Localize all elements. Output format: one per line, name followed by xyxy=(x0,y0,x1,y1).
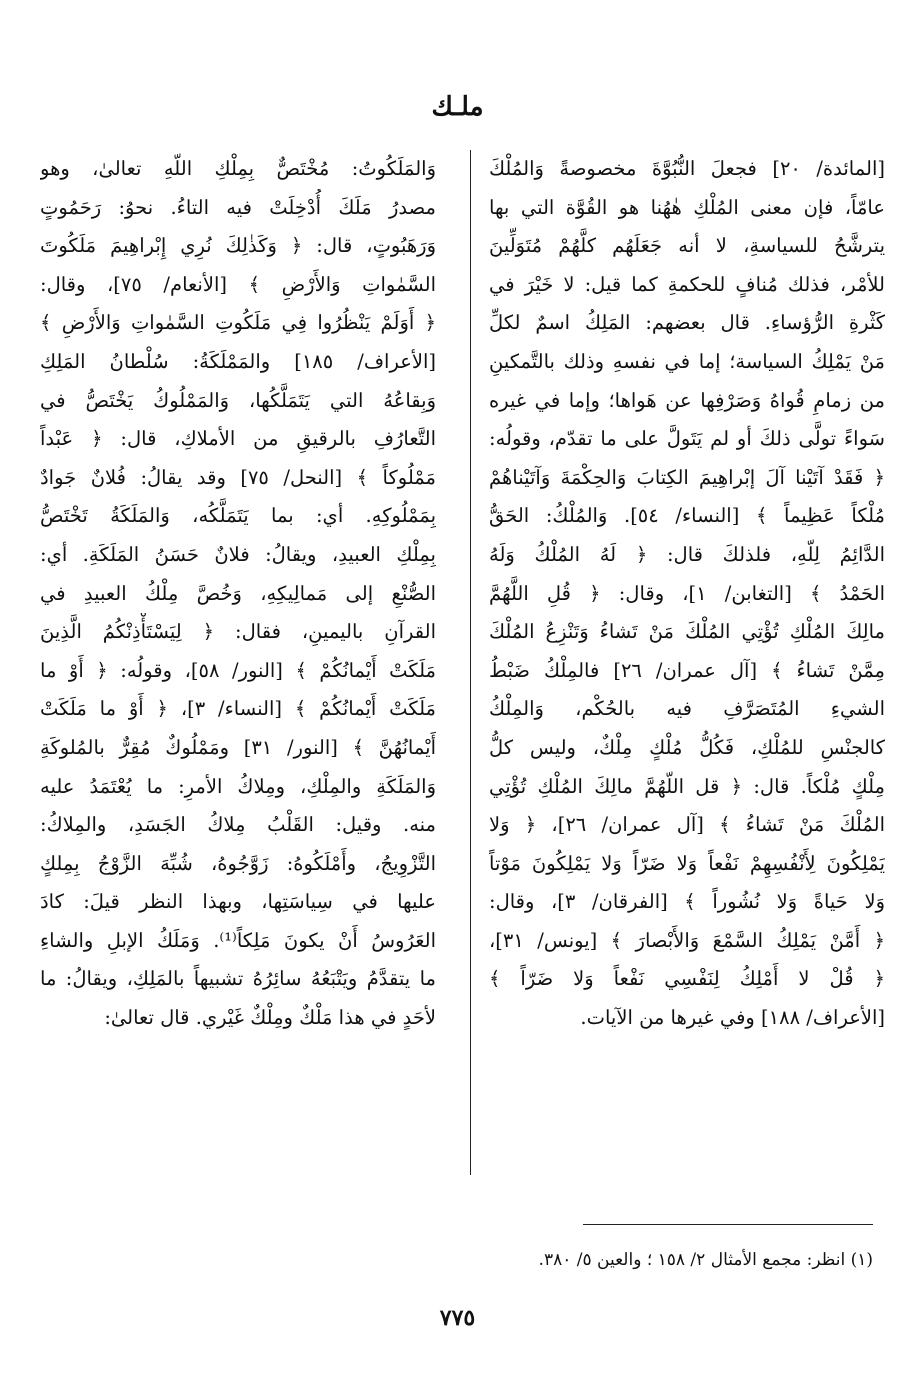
right-column-line: مالِكَ المُلْكِ تُؤْتِي المُلْكَ مَنْ تَشاءُ وَتَنْزِعُ المُلْكَ xyxy=(489,620,885,644)
left-column-line: مَلَكَتْ أَيْمانُكُمْ ﴾ [النور/ ٥٨]، وقولُه: ﴿ أَوْ ما xyxy=(40,658,436,682)
left-column-line: العَرُوسُ أَنْ يكونَ مَلِكاً⁽¹⁾. وَمَلَكُ الإبلِ والشاءِ xyxy=(40,928,436,952)
right-column-line: مُلْكاً عَظِيماً ﴾ [النساء/ ٥٤]. وَالمُلْكُ: الحَقُّ xyxy=(489,504,885,528)
right-column-line: الحَمْدُ ﴾ [التغابن/ ١]، وقال: ﴿ قُلِ اللَّهُمَّ xyxy=(489,581,885,605)
left-column-line: ﴿ أَوَلَمْ يَنْظُرُوا فِي مَلَكُوتِ السَّمٰواتِ وَالأَرْضِ ﴾ xyxy=(40,311,436,335)
right-column-line: عامّاً، فإن معنى المُلْكِ هٰهُنا هو القُوَّة التي بها xyxy=(489,195,885,219)
right-column-line: كَثْرةِ الرُّؤساءِ. قال بعضهم: المَلِكُ اسمٌ لكلِّ xyxy=(489,311,885,335)
right-column xyxy=(489,150,885,1038)
left-column-line: التَّعارُفِ بالرقيقِ من الأملاكِ، قال: ﴿ عَبْداً xyxy=(40,427,436,451)
right-column-line: سَواءً تولَّى ذلكَ أو لم يَتَولَّ على ما تقدّم، وقولُه: xyxy=(489,427,885,451)
left-column-line: وَالمَلَكَةِ والمِلْكِ، ومِلاكُ الأمرِ: ما يُعْتَمَدُ عليه xyxy=(40,774,436,798)
left-column-line: [الأعراف/ ١٨٥] والمَمْلَكَةُ: سُلْطانُ المَلِكِ xyxy=(40,349,436,373)
left-column-line: بِمِلْكِ العبيدِ، ويقالُ: فلانٌ حَسَنُ المَلَكَةِ. أي: xyxy=(40,542,436,566)
right-column-line: ﴿ أَمَّنْ يَمْلِكُ السَّمْعَ وَالأَبْصارَ ﴾ [يونس/ ٣١]، xyxy=(489,928,885,952)
right-column-line: كالجنْسِ للمُلْكِ، فَكُلُّ مُلْكٍ مِلْكٌ، وليس كلُّ xyxy=(489,735,885,759)
right-column-line: من زمامِ قُواهُ وَصَرْفِها عن هَواها؛ وإما في غيره xyxy=(489,388,885,412)
left-column-line: منه. وقيل: القَلْبُ مِلاكُ الجَسَدِ، والمِلاكُ: xyxy=(40,813,436,837)
right-column-line: وَلا حَياةً وَلا نُشُوراً ﴾ [الفرقان/ ٣]، وقال: xyxy=(489,890,885,914)
left-column-line: القرآنِ باليمينِ، فقال: ﴿ لِيَسْتَأْذِنْكُمُ الَّذِينَ xyxy=(40,620,436,644)
right-column-line: الدَّائِمُ لِلّهِ، فلذلكَ قال: ﴿ لَهُ المُلْكُ وَلَهُ xyxy=(489,542,885,566)
left-column-line: مصدرُ مَلَكَ أُدْخِلَتْ فيه التاءُ. نحوُ: رَحَمُوتٍ xyxy=(40,195,436,219)
footnote-rule xyxy=(583,1224,873,1225)
right-column-line: [الأعراف/ ١٨٨] وفي غيرها من الآيات. xyxy=(580,1006,885,1030)
left-column-line: أَيْمانُهُنَّ ﴾ [النور/ ٣١] ومَمْلُوكٌ مُقِرٌّ بالمُلوكَةِ xyxy=(40,735,436,759)
right-column-line: مَنْ يَمْلِكُ السياسة؛ إما في نفسهِ وذلك بالتَّمكينِ xyxy=(489,349,885,373)
column-divider xyxy=(470,150,471,1175)
left-column-line: بِمَمْلُوكِهِ. أي: بما يَتَمَلَّكُه، وَالمَلَكَةُ تَخْتَصُّ xyxy=(40,504,436,528)
left-column-line: وَالمَلَكُوتُ: مُخْتَصٌّ بِمِلْكِ اللّهِ تعالىٰ، وهو xyxy=(40,157,436,180)
right-column-line: الشيءِ المُتَصَرَّفِ فيه بالحُكْم، وَالمِلْكُ xyxy=(489,697,885,721)
left-column-line: وَبِقاعُهُ التي يَتَمَلَّكُها، وَالمَمْلُوكُ يَخْتَصُّ في xyxy=(40,388,436,412)
left-column-line: مَلَكَتْ أَيْمانُكُمْ ﴾ [النساء/ ٣]، ﴿ أَوْ ما مَلَكَتْ xyxy=(40,697,436,721)
right-column-line: مِمَّنْ تَشاءُ ﴾ [آل عمران/ ٢٦] فالمِلْكُ ضَبْطُ xyxy=(489,658,885,682)
right-column-line: ﴿ قُلْ لا أَمْلِكُ لِنَفْسِي نَفْعاً وَلا ضَرّاً ﴾ xyxy=(489,967,885,991)
left-column-line: عليها في سِياسَتِها، وبهذا النظر قيلَ: كادَ xyxy=(40,890,436,914)
right-column-line: ﴿ فَقَدْ آتَيْنا آلَ إبْراهِيمَ الكِتابَ وَالحِكْمَةَ وَآتَيْناهُمْ xyxy=(489,465,885,489)
right-column-line: [المائدة/ ٢٠] فجعلَ النُّبُوَّةَ مخصوصةً وَالمُلْكَ xyxy=(489,157,885,180)
page-header: ملـك xyxy=(431,92,484,122)
right-column-line: يَمْلِكُونَ لِأَنْفُسِهِمْ نَفْعاً وَلا ضَرّاً وَلا يَمْلِكُونَ مَوْتاً xyxy=(489,851,885,875)
left-column-line: وَرَهَبُوتٍ، قال: ﴿ وَكَذٰلِكَ نُرِي إِبْراهِيمَ مَلَكُوتَ xyxy=(40,234,436,258)
right-column-line: يترشَّحُ للسياسةِ، لا أنه جَعَلَهُم كلَّهُمْ مُتَوَلِّينَ xyxy=(489,234,885,258)
left-column-line: ما يتقدَّمُ ويَتْبَعُهُ سائِرُهُ تشبيهاً بالمَلِكِ، ويقالُ: ما xyxy=(40,967,436,991)
right-column-line: مِلْكٍ مُلْكاً. قال: ﴿ قل اللّهُمَّ مالِكَ المُلْكِ تُؤْتِي xyxy=(489,774,885,798)
footnote: (١) انظر: مجمع الأمثال ٢/ ١٥٨ ؛ والعين ٥/ ٣٨٠. xyxy=(538,1250,873,1270)
right-column-line: المُلْكَ مَنْ تَشاءُ ﴾ [آل عمران/ ٢٦]، ﴿ وَلا xyxy=(489,813,885,837)
left-column-line: الصُّنْعِ إلى مَمالِيكِهِ، وَخُصَّ مِلْكُ العبيدِ في xyxy=(40,581,436,605)
left-column-line: مَمْلُوكاً ﴾ [النحل/ ٧٥] وقد يقالُ: فُلانٌ جَوادٌ xyxy=(40,465,436,489)
left-column-line: التَّزْوِيجُ، وأَمْلَكُوهُ: زَوَّجُوهُ، شُبِّهَ الزَّوْجُ بِمِلكٍ xyxy=(40,851,436,875)
page-number: ٧٧٥ xyxy=(439,1305,476,1331)
right-column-line: للأمْر، فذلك مُنافٍ للحكمةِ كما قيل: لا خَيْرَ في xyxy=(489,272,885,296)
left-column-line: السَّمٰواتِ وَالأَرْضِ ﴾ [الأنعام/ ٧٥]، وقال: xyxy=(40,272,436,296)
left-column-line: لأحَدٍ في هذا مَلْكٌ ومِلْكٌ غَيْري. قال تعالىٰ: xyxy=(104,1006,436,1030)
left-column xyxy=(40,150,436,1038)
